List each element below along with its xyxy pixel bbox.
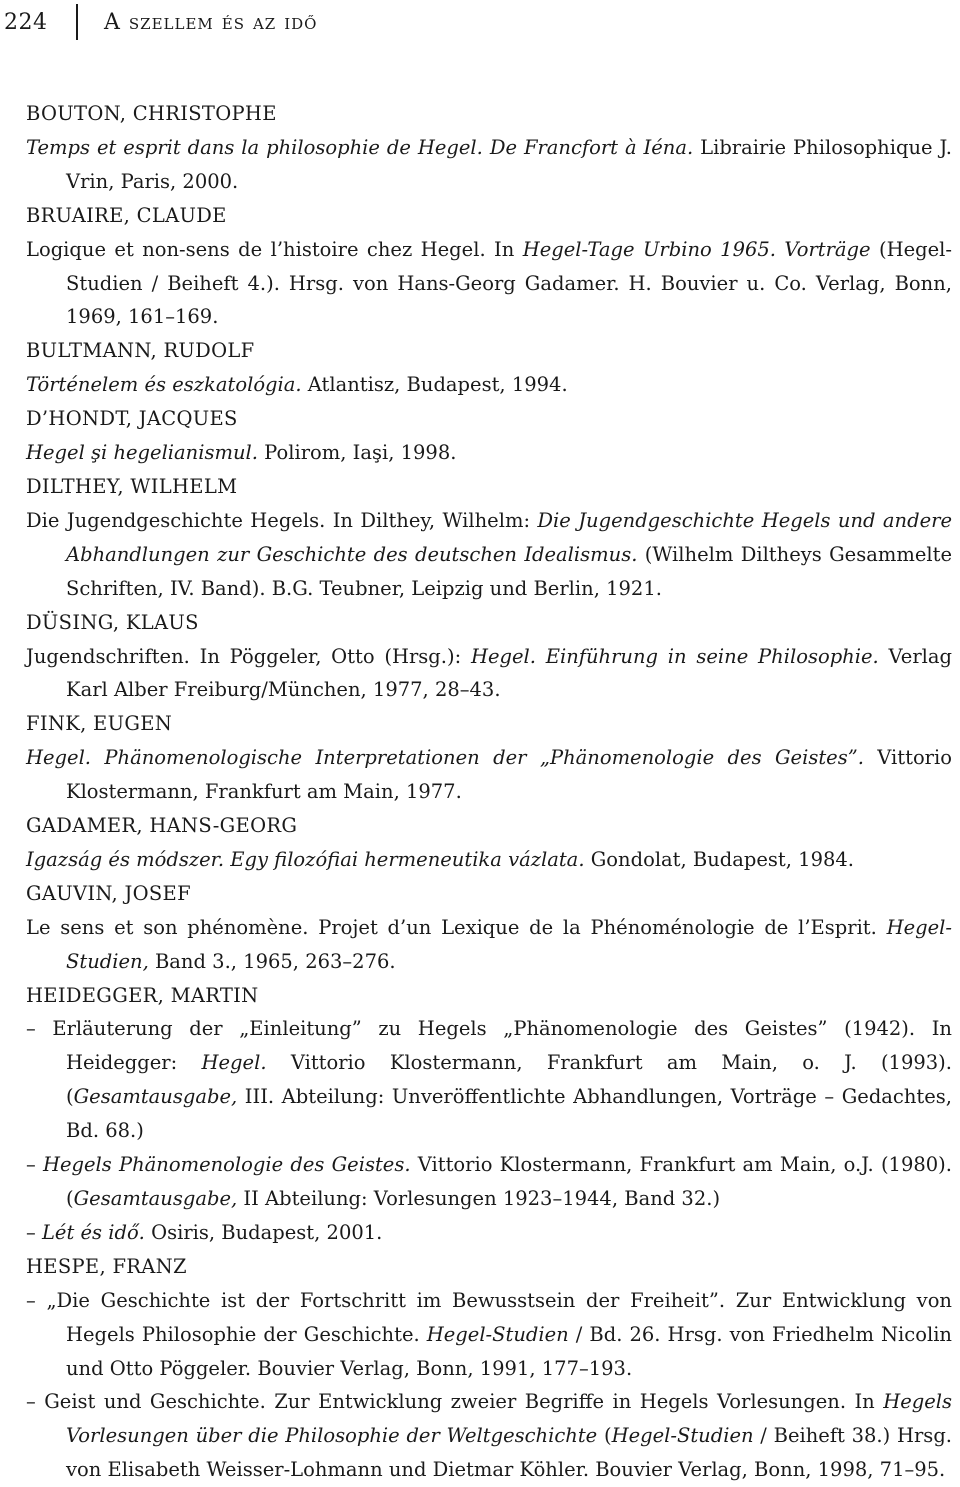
bibliography-entry bbox=[26, 809, 952, 877]
running-title: A szellem és az idő bbox=[104, 9, 318, 35]
citation-text: Vittorio Klostermann, Frankfurt am Main, 1977. bbox=[66, 746, 952, 804]
citation-text: (Hegel-Studien / Beiheft 4.). Hrsg. von Hans-Georg Gadamer. H. Bouvier u. Co. Verlag, Bonn, 1969, 161–169. bbox=[66, 237, 952, 329]
citation-title-italic: Lét és idő. bbox=[41, 1220, 145, 1244]
citation-text: – „Die Geschichte ist der Fortschritt im Bewusstsein der Freiheit”. Zur Entwicklung von Hegels Philosophie der Geschichte. bbox=[26, 1288, 952, 1346]
citation-text: (Wilhelm Diltheys Gesammelte Schriften, IV. Band). B.G. Teubner, Leipzig und Berlin, 1921. bbox=[66, 542, 952, 600]
entry-citation bbox=[26, 233, 952, 335]
citation-text: Polirom, Iaşi, 1998. bbox=[257, 441, 457, 465]
entry-citation bbox=[26, 1012, 952, 1148]
entry-citation bbox=[26, 640, 952, 708]
citation-title-italic: Hegel-Studien bbox=[611, 1424, 754, 1448]
citation-text: – bbox=[26, 1153, 43, 1177]
citation-title-italic: Hegel-Studien, bbox=[66, 915, 952, 973]
bibliography-entry bbox=[26, 97, 952, 199]
bibliography-entry bbox=[26, 877, 952, 979]
citation-title-italic: Hegel-Studien bbox=[426, 1322, 569, 1346]
citation-text: Band 3., 1965, 263–276. bbox=[148, 949, 396, 973]
citation-text: / Beiheft 38.) Hrsg. von Elisabeth Weisser-Lohmann und Dietmar Köhler. Bouvier Verlag, Bonn, 1998, 71–95. bbox=[66, 1424, 952, 1482]
entry-author: FINK, EUGEN bbox=[26, 712, 173, 736]
citation-text: Osiris, Budapest, 2001. bbox=[144, 1220, 383, 1244]
bibliography-entry bbox=[26, 334, 952, 402]
bibliography-entry bbox=[26, 707, 952, 809]
citation-title-italic: Hegel. Phänomenologische Interpretationen der „Phänomenologie des Geistes”. bbox=[26, 746, 864, 770]
citation-text: Gondolat, Budapest, 1984. bbox=[584, 847, 854, 871]
citation-text: Jugendschriften. In Pöggeler, Otto (Hrsg.): bbox=[26, 644, 471, 668]
entry-author: D’HONDT, JACQUES bbox=[26, 407, 238, 431]
bibliography-entry bbox=[26, 606, 952, 708]
citation-text: Die Jugendgeschichte Hegels. In Dilthey, Wilhelm: bbox=[26, 508, 538, 532]
citation-text: Atlantisz, Budapest, 1994. bbox=[301, 373, 568, 397]
entry-author: BOUTON, CHRISTOPHE bbox=[26, 102, 277, 125]
citation-title-italic: Hegels Vorlesungen über die Philosophie der Weltgeschichte bbox=[66, 1390, 952, 1448]
citation-text: II Abteilung: Vorlesungen 1923–1944, Band 32.) bbox=[237, 1187, 721, 1210]
entry-author: HEIDEGGER, MARTIN bbox=[26, 983, 259, 1007]
citation-title-italic: Die Jugendgeschichte Hegels und andere Abhandlungen zur Geschichte des deutschen Idealismus. bbox=[66, 508, 952, 566]
citation-text: / Bd. 26. Hrsg. von Friedhelm Nicolin und Otto Pöggeler. Bouvier Verlag, Bonn, 1991, 177–193. bbox=[66, 1322, 952, 1380]
entry-author: DÜSING, KLAUS bbox=[26, 610, 199, 634]
entry-citation bbox=[26, 741, 952, 809]
entry-author: HESPE, FRANZ bbox=[26, 1254, 187, 1278]
entry-author: BULTMANN, RUDOLF bbox=[26, 339, 255, 363]
entry-author: BRUAIRE, CLAUDE bbox=[26, 203, 227, 227]
header-divider bbox=[76, 4, 78, 40]
citation-title-italic: Hegels Phänomenologie des Geistes. bbox=[42, 1153, 411, 1177]
bibliography-entry bbox=[26, 1250, 952, 1487]
citation-text: ( bbox=[597, 1424, 612, 1448]
citation-text: Vittorio Klostermann, Frankfurt am Main, o.J. (1980). ( bbox=[66, 1153, 952, 1210]
citation-text: Librairie Philosophique J. Vrin, Paris, 2000. bbox=[66, 135, 952, 193]
entry-author: DILTHEY, WILHELM bbox=[26, 474, 238, 498]
entry-citation bbox=[26, 911, 952, 979]
citation-title-italic: Igazság és módszer. Egy filozófiai hermeneutika vázlata. bbox=[26, 847, 585, 871]
citation-title-italic: Gesamtausgabe, bbox=[73, 1085, 238, 1109]
entry-citation bbox=[26, 436, 952, 470]
citation-text: III. Abteilung: Unveröffentlichte Abhandlungen, Vorträge – Gedachtes, Bd. 68.) bbox=[66, 1085, 952, 1143]
entry-citation bbox=[26, 843, 952, 877]
citation-text: – bbox=[26, 1220, 42, 1244]
citation-text: – Erläuterung der „Einleitung” zu Hegels „Phänomenologie des Geistes” (1942). In Heidegger: bbox=[26, 1017, 952, 1075]
citation-text: Le sens et son phénomène. Projet d’un Lexique de la Phénoménologie de l’Esprit. bbox=[26, 915, 887, 939]
citation-title-italic: Hegel. bbox=[201, 1051, 267, 1075]
citation-title-italic: Történelem és eszkatológia. bbox=[26, 373, 302, 397]
entry-author: GADAMER, HANS-GEORG bbox=[26, 814, 298, 838]
citation-title-italic: Hegel şi hegelianismul. bbox=[26, 441, 258, 465]
entry-citation bbox=[26, 504, 952, 606]
citation-text: Vittorio Klostermann, Frankfurt am Main, o. J. (1993). ( bbox=[66, 1051, 952, 1109]
citation-text: – Geist und Geschichte. Zur Entwicklung zweier Begriffe in Hegels Vorlesungen. In bbox=[26, 1390, 884, 1414]
entry-citation bbox=[26, 1385, 952, 1487]
page-number: 224 bbox=[4, 9, 48, 35]
bibliography-entry bbox=[26, 402, 952, 470]
entry-citation bbox=[26, 1284, 952, 1386]
running-head bbox=[4, 2, 960, 42]
citation-text: Logique et non-sens de l’histoire chez Hegel. In bbox=[26, 237, 523, 261]
entry-citation bbox=[26, 368, 952, 402]
bibliography-entry bbox=[26, 979, 952, 1250]
bibliography-list bbox=[26, 97, 952, 1487]
citation-title-italic: Temps et esprit dans la philosophie de Hegel. De Francfort à Iéna. bbox=[26, 135, 694, 159]
citation-title-italic: Gesamtausgabe, bbox=[73, 1187, 238, 1210]
citation-title-italic: Hegel-Tage Urbino 1965. Vorträge bbox=[522, 237, 871, 261]
bibliography-entry bbox=[26, 470, 952, 606]
entry-citation bbox=[26, 1148, 952, 1216]
bibliography-entry bbox=[26, 199, 952, 335]
citation-text: Verlag Karl Alber Freiburg/München, 1977, 28–43. bbox=[66, 644, 953, 702]
citation-title-italic: Hegel. Einführung in seine Philosophie. bbox=[470, 644, 879, 668]
entry-citation bbox=[26, 1216, 952, 1250]
entry-citation bbox=[26, 131, 952, 199]
entry-author: GAUVIN, JOSEF bbox=[26, 881, 191, 905]
